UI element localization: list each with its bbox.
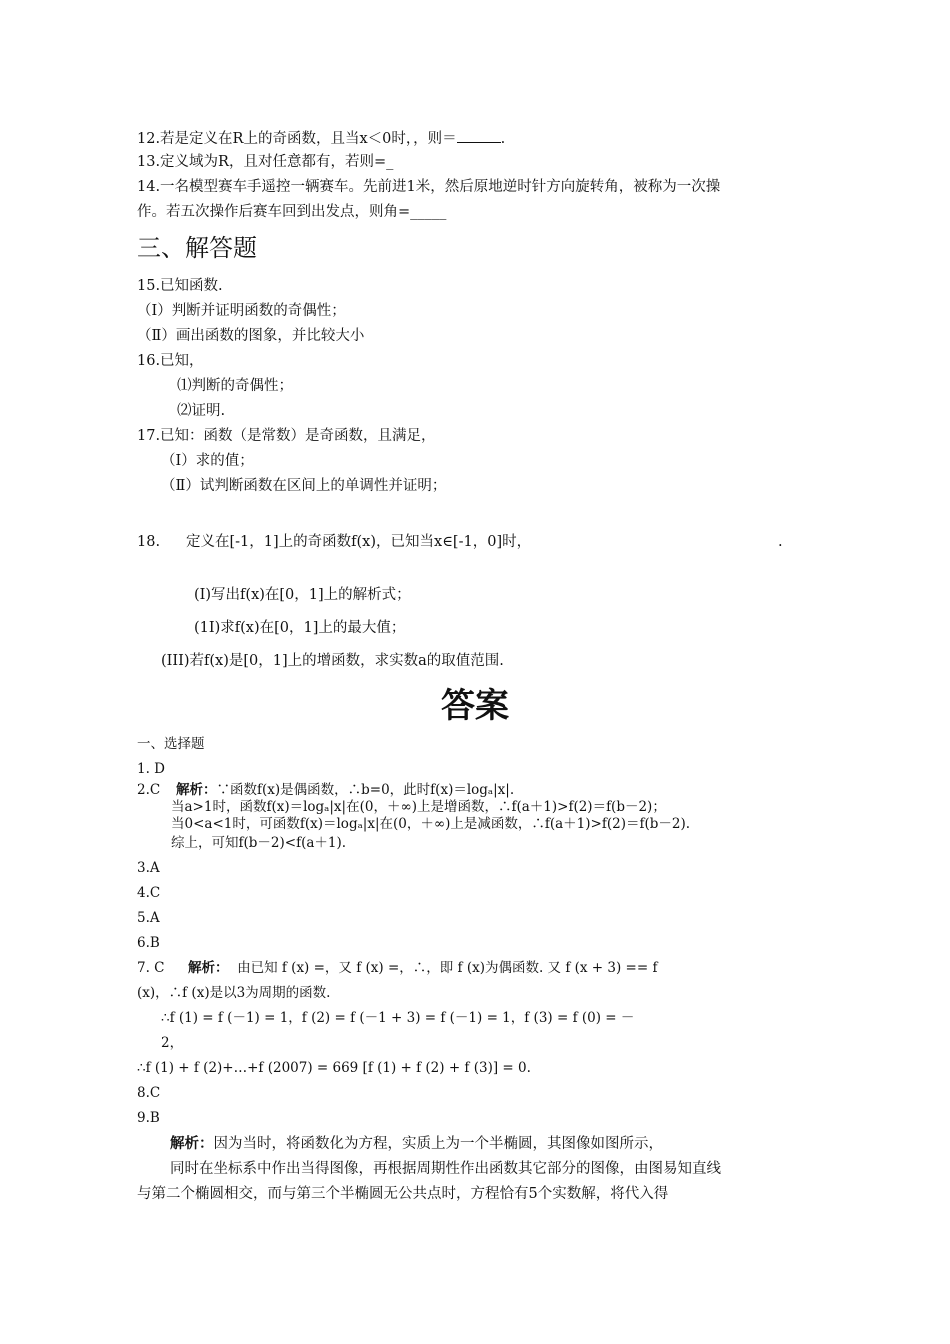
section-heading-1: 一、选择题 <box>137 736 205 752</box>
question-17: 17.已知：函数（是常数）是奇函数，且满足， <box>137 428 436 444</box>
question-16-part-2: ⑵证明. <box>177 403 226 419</box>
question-16-part-1: ⑴判断的奇偶性； <box>177 378 293 394</box>
answer-2-line-3: 当0<a<1时，可函数f(x)＝logₐ|x|在(0，＋∞)上是减函数，∴f(a＋1)>f(2)＝f(b－2). <box>171 816 691 832</box>
question-14-line-1: 14.一名模型赛车手遥控一辆赛车。先前进1米，然后原地逆时针方向旋转角，被称为一次操 <box>137 179 721 195</box>
question-18-part-3: (III)若f(x)是[0，1]上的增函数，求实数a的取值范围. <box>161 653 504 669</box>
question-14-line-2: 作。若五次操作后赛车回到出发点，则角=_____ <box>137 204 447 220</box>
answer-1: 1. D <box>137 761 165 777</box>
answer-7-line-5: ∴f (1) + f (2)+…+f (2007) = 669 [f (1) + f (2) + f (3)] = 0. <box>137 1060 531 1076</box>
answer-2-number: 2.C <box>137 782 161 798</box>
question-18: 定义在[-1，1]上的奇函数f(x)，已知当x∈[-1，0]时， <box>186 534 532 550</box>
answer-7-number: 7. C <box>137 960 165 976</box>
answer-9: 9.B <box>137 1110 160 1126</box>
question-18-part-1: (I)写出f(x)在[0，1]上的解析式； <box>194 587 411 603</box>
question-18-number: 18. <box>137 534 161 550</box>
answer-7-line-4: 2， <box>161 1035 184 1051</box>
section-heading-3: 三、解答题 <box>137 234 257 262</box>
question-18-part-2: (1I)求f(x)在[0，1]上的最大值； <box>194 620 406 636</box>
answer-7-line-1: 解析： 由已知 f (x) =，又 f (x) =，∴，即 f (x)为偶函数. 又 f (x + 3) == f <box>188 960 658 976</box>
answer-blank <box>457 128 501 143</box>
answer-2-line-1: 解析：∵函数f(x)是偶函数，∴b=0，此时f(x)＝logₐ|x|. <box>176 782 515 798</box>
question-18-end: . <box>778 534 783 550</box>
question-15: 15.已知函数. <box>137 278 223 294</box>
answer-9-line-3: 与第二个椭圆相交，而与第三个半椭圆无公共点时，方程恰有5个实数解，将代入得 <box>137 1186 669 1202</box>
answer-9-line-2: 同时在坐标系中作出当得图像，再根据周期性作出函数其它部分的图像，由图易知直线 <box>170 1161 721 1177</box>
answer-9-line-1: 解析：因为当时，将函数化为方程，实质上为一个半椭圆，其图像如图所示， <box>170 1135 663 1152</box>
answer-2-line-2: 当a>1时，函数f(x)＝logₐ|x|在(0，＋∞)上是增函数，∴f(a＋1)>f(2)＝f(b－2)； <box>171 799 666 815</box>
answer-6: 6.B <box>137 935 160 951</box>
answers-title: 答案 <box>441 686 509 726</box>
answer-4: 4.C <box>137 885 161 901</box>
answer-2-line-4: 综上，可知f(b－2)<f(a＋1). <box>171 835 347 851</box>
question-16: 16.已知， <box>137 353 204 369</box>
question-15-part-1: （Ⅰ）判断并证明函数的奇偶性； <box>137 303 346 319</box>
question-12: 12.若是定义在R上的奇函数，且当x＜0时，，则＝ . <box>137 128 505 149</box>
answer-3: 3.A <box>137 860 160 876</box>
question-15-part-2: （Ⅱ）画出函数的图象，并比较大小 <box>137 328 365 344</box>
question-13: 13.定义域为R，且对任意都有，若则=_ <box>137 154 394 170</box>
question-17-part-1: （Ⅰ）求的值； <box>161 453 254 469</box>
answer-7-line-3: ∴f (1) = f (－1) = 1，f (2) = f (－1 + 3) = f (－1) = 1，f (3) = f (0) = － <box>161 1010 635 1026</box>
answer-7-line-2: (x)，∴f (x)是以3为周期的函数. <box>137 985 331 1001</box>
answer-5: 5.A <box>137 910 160 926</box>
answer-8: 8.C <box>137 1085 161 1101</box>
question-17-part-2: （Ⅱ）试判断函数在区间上的单调性并证明； <box>161 478 447 494</box>
